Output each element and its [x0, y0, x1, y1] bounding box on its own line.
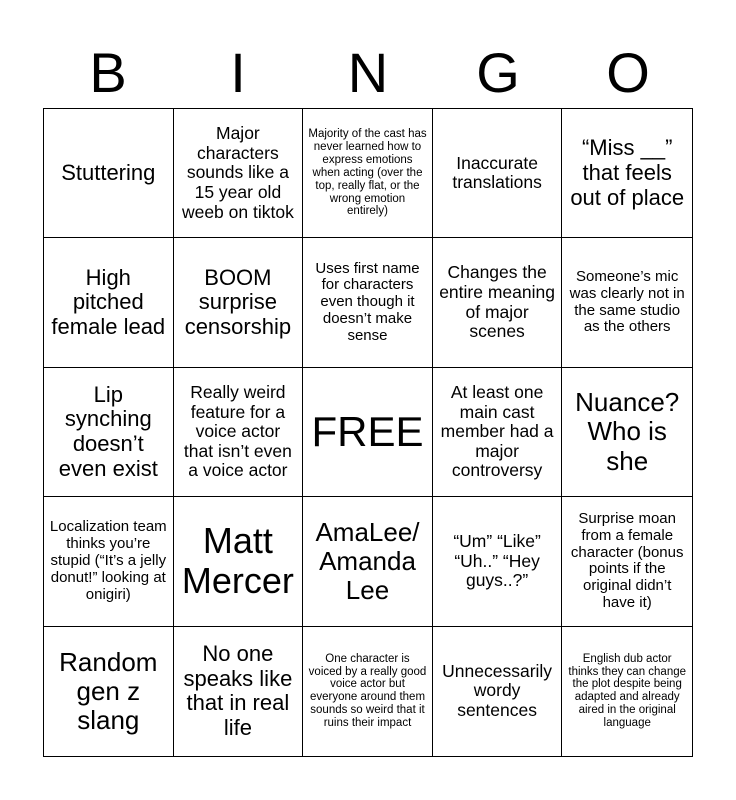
cell-text: BOOM surprise censorship [184, 264, 292, 339]
cell-text: Lip synching doesn’t even exist [58, 381, 158, 481]
bingo-cell-r1c1[interactable] [44, 109, 174, 238]
cell-text: “Miss __” that feels out of place [570, 135, 685, 210]
bingo-board [43, 108, 693, 757]
cell-text: Really weird feature for a voice actor that isn’t even a voice actor [183, 382, 292, 481]
bingo-cell-r2c4[interactable] [433, 238, 563, 367]
bingo-cell-r3c2[interactable] [174, 368, 304, 497]
bingo-cell-r5c4[interactable] [433, 627, 563, 756]
bingo-cell-r2c2[interactable] [174, 238, 304, 367]
cell-text: Stuttering [61, 159, 156, 185]
cell-text: Nuance? Who is she [575, 387, 680, 476]
bingo-cell-r4c2[interactable] [174, 497, 304, 626]
cell-text: Matt Mercer [181, 520, 294, 602]
cell-text: Someone’s mic was clearly not in the same studio as the others [569, 268, 685, 336]
cell-text: Localization team thinks you’re stupid (“It’s a jelly donut!” looking at onigiri) [49, 518, 167, 603]
cell-text: AmaLee/ Amanda Lee [315, 516, 420, 605]
bingo-cell-r1c5[interactable] [562, 109, 692, 238]
bingo-header [43, 38, 693, 108]
bingo-cell-free[interactable] [303, 368, 433, 497]
cell-text: Surprise moan from a female character (bonus points if the original didn’t have it) [570, 510, 684, 611]
bingo-cell-r2c5[interactable] [562, 238, 692, 367]
header-letter-g: G [476, 41, 520, 104]
header-letter-n: N [347, 41, 389, 104]
cell-text: High pitched female lead [51, 264, 166, 339]
bingo-cell-r5c1[interactable] [44, 627, 174, 756]
cell-text: Majority of the cast has never learned how to express emotions when acting (over the top, really flat, or the wrong emotion entirely) [308, 128, 427, 218]
bingo-cell-r4c1[interactable] [44, 497, 174, 626]
bingo-cell-r4c4[interactable] [433, 497, 563, 626]
cell-text: Unnecessarily wordy sentences [442, 660, 553, 721]
bingo-cell-r5c3[interactable] [303, 627, 433, 756]
header-letter-b: B [89, 41, 127, 104]
bingo-cell-r2c1[interactable] [44, 238, 174, 367]
cell-text: At least one main cast member had a major controversy [440, 382, 554, 481]
bingo-cell-r4c3[interactable] [303, 497, 433, 626]
bingo-cell-r2c3[interactable] [303, 238, 433, 367]
cell-text: Changes the entire meaning of major scenes [439, 262, 555, 342]
bingo-cell-r3c1[interactable] [44, 368, 174, 497]
cell-text: Uses first name for characters even though it doesn’t make sense [315, 259, 420, 344]
cell-text: No one speaks like that in real life [183, 641, 293, 740]
cell-text: English dub actor thinks they can change the plot despite being adapted and already aired in the original language [568, 652, 687, 730]
bingo-cell-r3c5[interactable] [562, 368, 692, 497]
cell-text: One character is voiced by a really good voice actor but everyone around them sounds so weird that it ruins their impact [308, 652, 427, 730]
header-letter-o: O [606, 41, 650, 104]
cell-text: “Um” “Like” “Uh..” “Hey guys..?” [453, 531, 541, 591]
bingo-cell-r5c2[interactable] [174, 627, 304, 756]
bingo-cell-r1c4[interactable] [433, 109, 563, 238]
bingo-cell-r1c2[interactable] [174, 109, 304, 238]
bingo-cell-r1c3[interactable] [303, 109, 433, 238]
cell-text: Inaccurate translations [452, 152, 542, 193]
bingo-cell-r3c4[interactable] [433, 368, 563, 497]
bingo-cell-r4c5[interactable] [562, 497, 692, 626]
cell-text: Random gen z slang [59, 646, 158, 735]
free-space-text: FREE [311, 408, 424, 456]
cell-text: Major characters sounds like a 15 year old weeb on tiktok [181, 123, 294, 222]
bingo-cell-r5c5[interactable] [562, 627, 692, 756]
header-letter-i: I [230, 41, 246, 104]
